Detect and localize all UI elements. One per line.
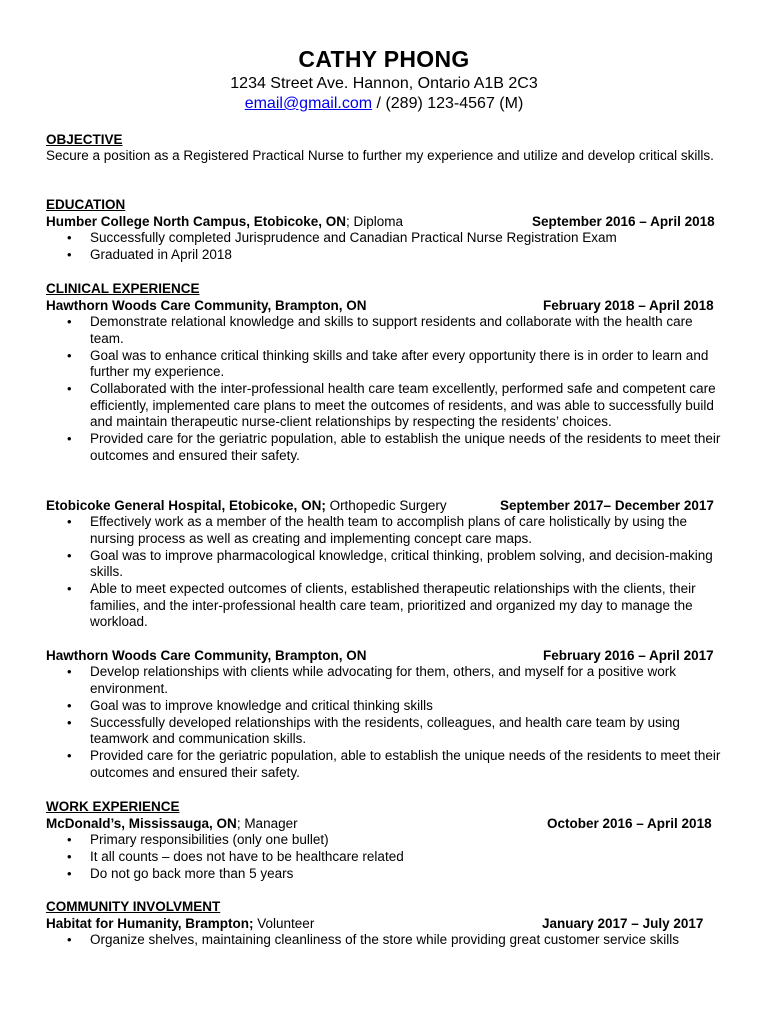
email-link[interactable]: email@gmail.com bbox=[244, 95, 373, 112]
work-heading: WORK EXPERIENCE bbox=[46, 799, 180, 814]
candidate-address: 1234 Street Ave. Hannon, Ontario A1B 2C3 bbox=[230, 75, 538, 92]
entry-dates: February 2018 – April 2018 bbox=[543, 298, 714, 313]
employer-name: Etobicoke General Hospital, Etobicoke, ON; bbox=[46, 498, 326, 513]
list-item: • Provided care for the geriatric population, able to establish the unique needs of the residents to meet their outcomes and ensured their safety. bbox=[46, 748, 726, 781]
employer-name: Hawthorn Woods Care Community, Brampton, ON bbox=[46, 298, 367, 313]
clinical-bullets-2 bbox=[46, 514, 726, 631]
objective-text: Secure a position as a Registered Practical Nurse to further my experience and utilize and develop critical skills. bbox=[46, 148, 714, 163]
education-section bbox=[46, 196, 726, 264]
employer-name: McDonald’s, Mississauga, ON bbox=[46, 816, 237, 831]
education-dates: September 2016 – April 2018 bbox=[532, 214, 715, 229]
clinical-entry-2 bbox=[46, 497, 726, 514]
clinical-entry-3-block bbox=[46, 647, 726, 782]
credential: ; Diploma bbox=[346, 214, 404, 229]
clinical-section bbox=[46, 280, 726, 465]
list-item: • Develop relationships with clients while advocating for them, others, and myself for a positive work environment. bbox=[46, 664, 726, 697]
clinical-bullets-1 bbox=[46, 314, 726, 464]
employer-name: Hawthorn Woods Care Community, Brampton, ON bbox=[46, 648, 367, 663]
entry-dates: October 2016 – April 2018 bbox=[547, 816, 712, 831]
list-item: • Goal was to improve pharmacological knowledge, critical thinking, problem solving, and decision-making skills. bbox=[46, 548, 726, 581]
entry-dates: September 2017– December 2017 bbox=[500, 498, 714, 513]
list-item: • Collaborated with the inter-professional health care team excellently, performed safe and competent care efficiently, implemented care plans to meet the outcomes of residents, and was able to successfully build and maintain therapeutic nurse-client relationships by respecting the residents’ choices. bbox=[46, 381, 726, 431]
contact-line bbox=[0, 94, 768, 114]
entry-dates: February 2016 – April 2017 bbox=[543, 648, 714, 663]
education-entry bbox=[46, 213, 726, 230]
list-item: • Successfully developed relationships with the residents, colleagues, and health care team by using teamwork and communication skills. bbox=[46, 715, 726, 748]
community-bullets bbox=[46, 932, 726, 949]
clinical-entry-2-block bbox=[46, 497, 726, 631]
entry-dates: January 2017 – July 2017 bbox=[542, 916, 704, 931]
community-section bbox=[46, 898, 726, 949]
role-title: Volunteer bbox=[253, 916, 315, 931]
objective-heading: OBJECTIVE bbox=[46, 132, 123, 147]
list-item: • Demonstrate relational knowledge and skills to support residents and collaborate with the health care team. bbox=[46, 314, 726, 347]
unit-name: Orthopedic Surgery bbox=[325, 498, 447, 513]
list-item: • Provided care for the geriatric population, able to establish the unique needs of the residents to meet their outcomes and ensured their safety. bbox=[46, 431, 726, 464]
clinical-entry-1 bbox=[46, 297, 726, 314]
school-name: Humber College North Campus, Etobicoke, ON bbox=[46, 214, 347, 229]
education-bullets bbox=[46, 230, 726, 264]
work-section bbox=[46, 798, 726, 883]
work-bullets bbox=[46, 832, 726, 883]
community-entry bbox=[46, 915, 726, 932]
list-item: • Goal was to enhance critical thinking skills and take after every opportunity there is in order to learn and further my experience. bbox=[46, 348, 726, 381]
education-heading: EDUCATION bbox=[46, 197, 126, 212]
candidate-name: CATHY PHONG bbox=[298, 46, 470, 72]
list-item: • Able to meet expected outcomes of clients, established therapeutic relationships with the clients, their families, and the inter-professional health care team, prioritized and organized my day to manage the workload. bbox=[46, 581, 726, 631]
objective-section bbox=[46, 131, 726, 165]
job-title: ; Manager bbox=[236, 816, 298, 831]
clinical-heading: CLINICAL EXPERIENCE bbox=[46, 281, 200, 296]
list-item: • Do not go back more than 5 years bbox=[46, 866, 726, 883]
phone-number: (289) 123-4567 (M) bbox=[385, 95, 524, 112]
list-item: • Organize shelves, maintaining cleanliness of the store while providing great customer service skills bbox=[46, 932, 726, 949]
contact-separator: / bbox=[372, 95, 386, 112]
list-item: • Successfully completed Jurisprudence and Canadian Practical Nurse Registration Exam bbox=[46, 230, 726, 247]
list-item: • It all counts – does not have to be healthcare related bbox=[46, 849, 726, 866]
clinical-bullets-3 bbox=[46, 664, 726, 781]
resume-header bbox=[0, 44, 768, 114]
list-item: • Effectively work as a member of the health team to accomplish plans of care holistically by using the nursing process as well as creating and implementing concept care maps. bbox=[46, 514, 726, 547]
list-item: • Goal was to improve knowledge and critical thinking skills bbox=[46, 698, 726, 715]
clinical-entry-3 bbox=[46, 647, 726, 664]
list-item: • Primary responsibilities (only one bullet) bbox=[46, 832, 726, 849]
community-heading: COMMUNITY INVOLVMENT bbox=[46, 899, 221, 914]
list-item: • Graduated in April 2018 bbox=[46, 247, 726, 264]
work-entry bbox=[46, 815, 726, 832]
organization-name: Habitat for Humanity, Brampton; bbox=[46, 916, 254, 931]
